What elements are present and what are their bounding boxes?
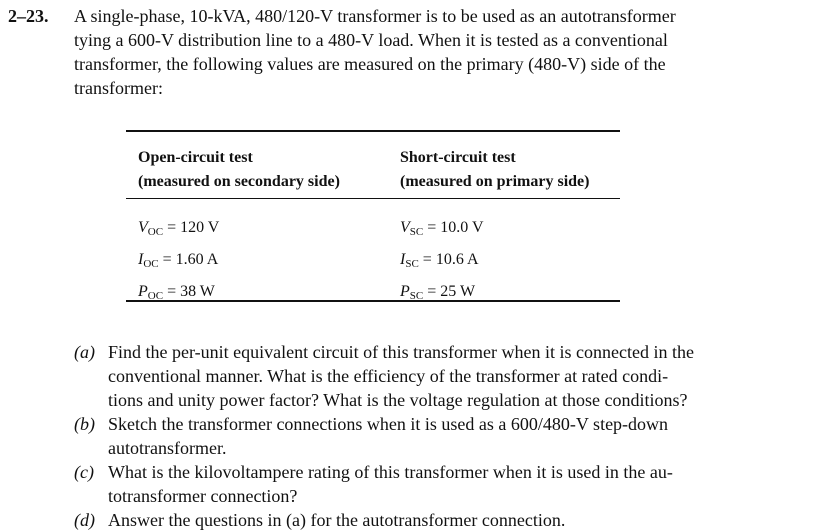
quantity-value: = 1.60 A — [162, 251, 219, 268]
open-circuit-heading — [138, 146, 388, 194]
quantity-value: = 120 V — [167, 219, 220, 236]
question-list — [74, 340, 744, 532]
open-circuit-values — [138, 212, 219, 308]
quantity-symbol: V — [400, 219, 410, 236]
question-line: autotransformer. — [108, 438, 227, 458]
quantity-subscript: SC — [409, 290, 424, 302]
short-circuit-column — [400, 146, 620, 302]
table-row — [400, 244, 484, 276]
open-circuit-title: Open-circuit test — [138, 149, 253, 166]
question-label: (a) — [74, 342, 95, 362]
question-label: (b) — [74, 414, 95, 434]
question-line: Answer the questions in (a) for the autotransformer connection. — [108, 510, 566, 530]
question-line: Sketch the transformer connections when it is used as a 600/480-V step-down — [108, 414, 669, 434]
question-d — [74, 508, 744, 532]
table-row — [138, 212, 219, 244]
quantity-subscript: OC — [147, 290, 164, 302]
quantity-value: = 10.0 V — [427, 219, 484, 236]
quantity-value: = 10.6 A — [422, 251, 479, 268]
statement-line: tying a 600-V distribution line to a 480-V load. When it is tested as a conventional — [74, 30, 668, 50]
question-label: (c) — [74, 462, 94, 482]
question-label: (d) — [74, 510, 95, 530]
problem-number: 2–23. — [8, 6, 49, 26]
table-row — [138, 276, 219, 308]
question-line: tions and unity power factor? What is the voltage regulation at those conditions? — [108, 390, 688, 410]
question-line: What is the kilovoltampere rating of this transformer when it is used in the au- — [108, 462, 673, 482]
open-circuit-subtitle: (measured on secondary side) — [138, 173, 340, 190]
table-row — [400, 212, 484, 244]
statement-line: transformer, the following values are measured on the primary (480-V) side of the — [74, 54, 666, 74]
quantity-symbol: I — [138, 251, 144, 268]
quantity-subscript: OC — [147, 226, 164, 238]
quantity-symbol: P — [400, 283, 410, 300]
quantity-value: = 38 W — [167, 283, 215, 300]
table-header-rule — [126, 198, 620, 199]
short-circuit-values — [400, 212, 484, 308]
table-row — [138, 244, 219, 276]
table-row — [400, 276, 484, 308]
quantity-value: = 25 W — [427, 283, 476, 300]
question-b — [74, 412, 744, 460]
quantity-subscript: OC — [143, 258, 159, 270]
quantity-symbol: I — [400, 251, 406, 268]
quantity-symbol: V — [138, 219, 148, 236]
quantity-subscript: SC — [405, 258, 419, 270]
question-line: Find the per-unit equivalent circuit of this transformer when it is connected in the — [108, 342, 694, 362]
question-line: conventional manner. What is the efficiency of the transformer at rated condi- — [108, 366, 669, 386]
statement-line: A single-phase, 10-kVA, 480/120-V transformer is to be used as an autotransformer — [74, 6, 676, 26]
short-circuit-heading — [400, 146, 620, 194]
short-circuit-title: Short-circuit test — [400, 149, 516, 166]
table-top-rule — [126, 130, 620, 132]
open-circuit-column — [138, 146, 388, 302]
problem-statement — [74, 4, 810, 100]
short-circuit-subtitle: (measured on primary side) — [400, 173, 590, 190]
quantity-symbol: P — [138, 283, 148, 300]
question-a — [74, 340, 744, 412]
quantity-subscript: SC — [409, 226, 424, 238]
statement-line: transformer: — [74, 78, 163, 98]
question-line: totransformer connection? — [108, 486, 298, 506]
question-c — [74, 460, 744, 508]
